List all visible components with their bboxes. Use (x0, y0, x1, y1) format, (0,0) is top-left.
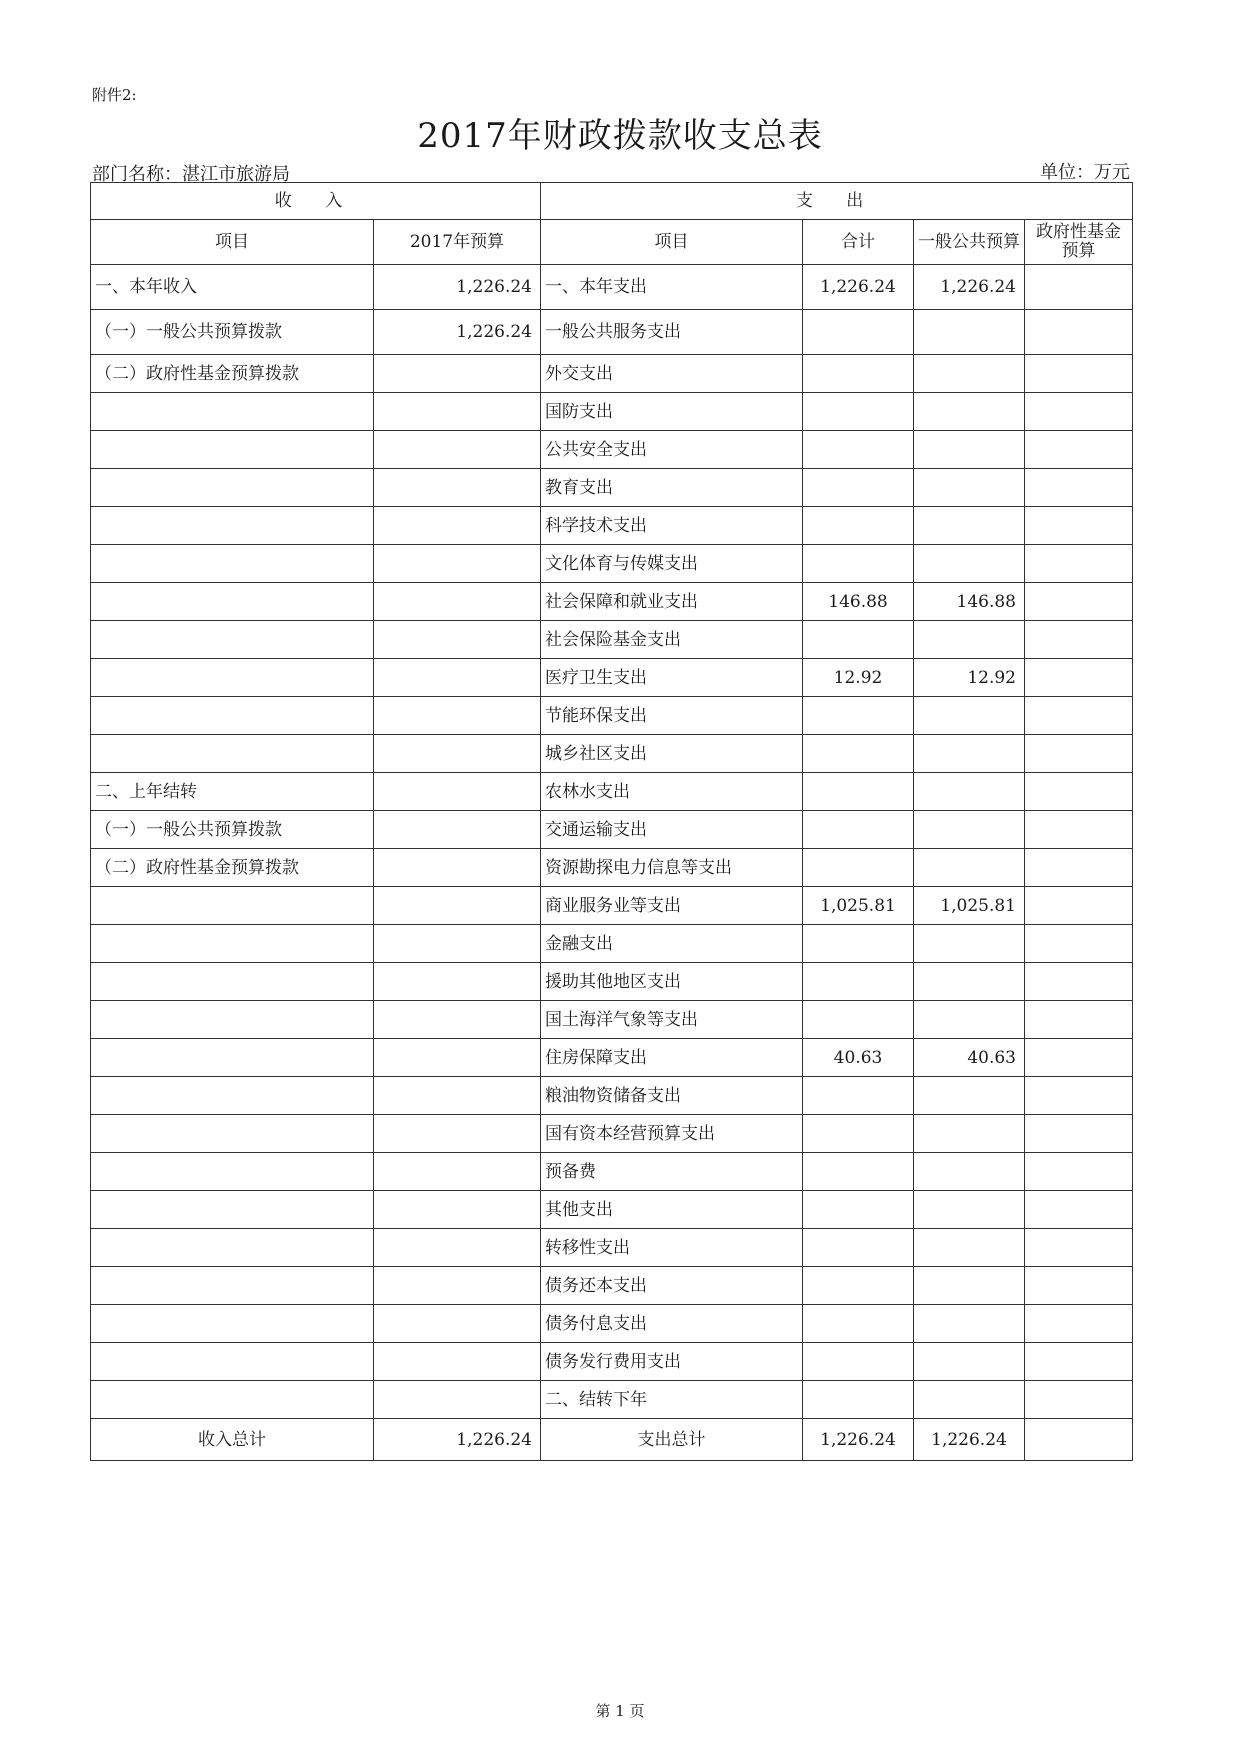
income-item-cell (91, 393, 374, 431)
expense-general-cell (914, 1229, 1025, 1267)
expense-fund-cell (1025, 697, 1133, 735)
expense-item-cell: 国防支出 (541, 393, 803, 431)
expense-item-cell: 预备费 (541, 1153, 803, 1191)
column-header-row (91, 220, 1133, 265)
table-row (91, 697, 1133, 735)
table-row (91, 773, 1133, 811)
expense-item-cell: 资源勘探电力信息等支出 (541, 849, 803, 887)
table-row (91, 469, 1133, 507)
table-row (91, 1001, 1133, 1039)
expense-general-cell (914, 1001, 1025, 1039)
expense-fund-cell (1025, 925, 1133, 963)
table-row (91, 1267, 1133, 1305)
income-item-cell (91, 925, 374, 963)
expense-total-cell (803, 1077, 914, 1115)
expense-total-cell: 40.63 (803, 1039, 914, 1077)
expense-general-cell (914, 310, 1025, 355)
income-item-cell (91, 1001, 374, 1039)
expense-total-cell: 1,025.81 (803, 887, 914, 925)
expense-general-cell (914, 1267, 1025, 1305)
expense-general-cell (914, 545, 1025, 583)
table-row (91, 431, 1133, 469)
income-value-cell (374, 583, 541, 621)
table-row (91, 1229, 1133, 1267)
expense-total-cell (803, 355, 914, 393)
income-value-cell (374, 811, 541, 849)
expense-general-cell: 1,226.24 (914, 265, 1025, 310)
attachment-label: 附件2: (92, 86, 137, 104)
expense-general-cell (914, 355, 1025, 393)
expense-total-cell (803, 1305, 914, 1343)
totals-row (91, 1419, 1133, 1461)
expense-item-cell: 交通运输支出 (541, 811, 803, 849)
expense-general-cell (914, 925, 1025, 963)
expense-item-cell: 一、本年支出 (541, 265, 803, 310)
table-row (91, 583, 1133, 621)
income-item-cell (91, 621, 374, 659)
expense-general-cell (914, 1077, 1025, 1115)
expense-fund-cell (1025, 1267, 1133, 1305)
income-item-cell (91, 1039, 374, 1077)
expense-total-cell (803, 1191, 914, 1229)
table-row (91, 735, 1133, 773)
expense-total-cell (803, 1115, 914, 1153)
page-number: 第 1 页 (595, 1702, 645, 1720)
table-row (91, 265, 1133, 310)
expense-item-cell: 文化体育与传媒支出 (541, 545, 803, 583)
expense-total-cell (803, 1229, 914, 1267)
expense-item-cell: 社会保障和就业支出 (541, 583, 803, 621)
expense-general-cell (914, 773, 1025, 811)
income-item-cell (91, 659, 374, 697)
income-value-cell (374, 735, 541, 773)
income-item-cell: 一、本年收入 (91, 265, 374, 310)
income-value-cell (374, 1039, 541, 1077)
expense-general-cell: 12.92 (914, 659, 1025, 697)
expense-total-cell (803, 310, 914, 355)
income-item-cell (91, 1305, 374, 1343)
expense-general-cell (914, 1153, 1025, 1191)
income-value-cell (374, 887, 541, 925)
income-item-cell (91, 1077, 374, 1115)
table-row (91, 925, 1133, 963)
expense-item-cell: 债务发行费用支出 (541, 1343, 803, 1381)
table-row (91, 1077, 1133, 1115)
expense-total-cell (803, 469, 914, 507)
expense-total-cell (803, 963, 914, 1001)
income-item-cell (91, 1381, 374, 1419)
expense-grand-total: 1,226.24 (803, 1419, 914, 1461)
income-value-cell (374, 963, 541, 1001)
expense-total-cell: 12.92 (803, 659, 914, 697)
expense-fund-cell (1025, 431, 1133, 469)
expense-item-cell: 国土海洋气象等支出 (541, 1001, 803, 1039)
expense-total-header: 合计 (803, 220, 914, 265)
income-value-cell: 1,226.24 (374, 265, 541, 310)
table-row (91, 887, 1133, 925)
income-item-cell (91, 887, 374, 925)
income-value-cell (374, 1267, 541, 1305)
expense-general-cell (914, 963, 1025, 1001)
table-row (91, 811, 1133, 849)
expense-item-cell: 一般公共服务支出 (541, 310, 803, 355)
table-row (91, 393, 1133, 431)
expense-item-cell: 债务还本支出 (541, 1267, 803, 1305)
income-item-cell (91, 545, 374, 583)
expense-fund-cell (1025, 735, 1133, 773)
expense-total-cell (803, 545, 914, 583)
income-value-cell (374, 697, 541, 735)
expense-fund-cell (1025, 1001, 1133, 1039)
expense-item-cell: 节能环保支出 (541, 697, 803, 735)
income-value-cell: 1,226.24 (374, 310, 541, 355)
expense-total-label: 支出总计 (541, 1419, 803, 1461)
table-row (91, 849, 1133, 887)
expense-item-cell: 债务付息支出 (541, 1305, 803, 1343)
expense-fund-cell (1025, 849, 1133, 887)
department-label: 部门名称：湛江市旅游局 (92, 164, 290, 185)
expense-item-cell: 援助其他地区支出 (541, 963, 803, 1001)
expense-total-cell (803, 697, 914, 735)
table-row (91, 1305, 1133, 1343)
table-row (91, 545, 1133, 583)
expense-fund-cell (1025, 1039, 1133, 1077)
income-value-cell (374, 393, 541, 431)
income-item-cell (91, 1343, 374, 1381)
income-value-cell (374, 925, 541, 963)
table-row (91, 963, 1133, 1001)
expense-fund-cell (1025, 545, 1133, 583)
expense-general-cell: 40.63 (914, 1039, 1025, 1077)
expense-general-cell (914, 507, 1025, 545)
expense-fund-cell (1025, 887, 1133, 925)
income-value-cell (374, 545, 541, 583)
expense-fund-cell (1025, 659, 1133, 697)
income-value-cell (374, 621, 541, 659)
income-item-cell: （二）政府性基金预算拨款 (91, 849, 374, 887)
income-value-cell (374, 773, 541, 811)
expense-general-header: 一般公共预算 (914, 220, 1025, 265)
income-item-cell (91, 697, 374, 735)
expense-total-cell (803, 393, 914, 431)
income-item-cell (91, 1115, 374, 1153)
income-item-cell (91, 1153, 374, 1191)
expense-item-cell: 科学技术支出 (541, 507, 803, 545)
income-item-cell (91, 583, 374, 621)
budget-table (90, 182, 1133, 1461)
table-row (91, 1191, 1133, 1229)
expense-item-cell: 住房保障支出 (541, 1039, 803, 1077)
expense-item-cell: 医疗卫生支出 (541, 659, 803, 697)
expense-general-cell (914, 735, 1025, 773)
expense-fund-cell (1025, 773, 1133, 811)
income-value-cell (374, 1229, 541, 1267)
expense-general-cell: 146.88 (914, 583, 1025, 621)
income-item-cell (91, 1229, 374, 1267)
income-item-cell (91, 1191, 374, 1229)
table-row (91, 1343, 1133, 1381)
expense-item-cell: 公共安全支出 (541, 431, 803, 469)
expense-general-cell (914, 1343, 1025, 1381)
income-budget-header: 2017年预算 (374, 220, 541, 265)
income-value-cell (374, 431, 541, 469)
expense-general-cell (914, 1115, 1025, 1153)
expense-general-cell (914, 697, 1025, 735)
expense-total-cell (803, 1381, 914, 1419)
expense-total-cell (803, 925, 914, 963)
expense-total-cell (803, 1267, 914, 1305)
expense-item-cell: 商业服务业等支出 (541, 887, 803, 925)
expense-general-cell (914, 849, 1025, 887)
table-row (91, 310, 1133, 355)
income-value-cell (374, 1115, 541, 1153)
expense-item-cell: 外交支出 (541, 355, 803, 393)
income-item-cell: （一）一般公共预算拨款 (91, 310, 374, 355)
section-header-row (91, 183, 1133, 220)
document-title: 2017年财政拨款收支总表 (417, 116, 823, 156)
expense-total-cell (803, 735, 914, 773)
expense-fund-cell (1025, 963, 1133, 1001)
income-item-header: 项目 (91, 220, 374, 265)
income-item-cell (91, 507, 374, 545)
expense-item-cell: 城乡社区支出 (541, 735, 803, 773)
income-item-cell: （二）政府性基金预算拨款 (91, 355, 374, 393)
income-total-label: 收入总计 (91, 1419, 374, 1461)
expense-item-cell: 社会保险基金支出 (541, 621, 803, 659)
expense-fund-cell (1025, 1153, 1133, 1191)
expense-fund-cell (1025, 393, 1133, 431)
expense-section-header: 支 出 (541, 183, 1133, 220)
income-value-cell (374, 1001, 541, 1039)
income-value-cell (374, 469, 541, 507)
expense-total-cell (803, 811, 914, 849)
income-item-cell (91, 735, 374, 773)
income-value-cell (374, 355, 541, 393)
table-row (91, 1153, 1133, 1191)
expense-total-cell: 146.88 (803, 583, 914, 621)
expense-item-cell: 其他支出 (541, 1191, 803, 1229)
expense-general-cell (914, 811, 1025, 849)
expense-fund-cell (1025, 1115, 1133, 1153)
expense-fund-cell (1025, 507, 1133, 545)
income-value-cell (374, 507, 541, 545)
expense-general-cell (914, 469, 1025, 507)
income-item-cell (91, 431, 374, 469)
expense-fund-header: 政府性基金预算 (1025, 220, 1133, 265)
income-item-cell (91, 1267, 374, 1305)
income-value-cell (374, 849, 541, 887)
expense-general-cell (914, 1381, 1025, 1419)
expense-fund-cell (1025, 265, 1133, 310)
expense-total-cell (803, 849, 914, 887)
expense-total-cell (803, 1153, 914, 1191)
income-value-cell (374, 1153, 541, 1191)
income-value-cell (374, 1343, 541, 1381)
expense-general-cell: 1,025.81 (914, 887, 1025, 925)
expense-fund-cell (1025, 310, 1133, 355)
expense-item-cell: 国有资本经营预算支出 (541, 1115, 803, 1153)
table-row (91, 1381, 1133, 1419)
expense-general-cell (914, 621, 1025, 659)
expense-fund-cell (1025, 583, 1133, 621)
table-row (91, 659, 1133, 697)
income-value-cell (374, 1077, 541, 1115)
income-section-header: 收 入 (91, 183, 541, 220)
expense-fund-cell (1025, 811, 1133, 849)
expense-total-cell (803, 773, 914, 811)
expense-item-cell: 教育支出 (541, 469, 803, 507)
income-value-cell (374, 1191, 541, 1229)
expense-total-cell (803, 621, 914, 659)
expense-fund-cell (1025, 1381, 1133, 1419)
income-value-cell (374, 1381, 541, 1419)
expense-fund-cell (1025, 621, 1133, 659)
expense-general-total: 1,226.24 (914, 1419, 1025, 1461)
expense-item-header: 项目 (541, 220, 803, 265)
table-row (91, 507, 1133, 545)
expense-general-cell (914, 393, 1025, 431)
income-item-cell (91, 963, 374, 1001)
table-row (91, 1039, 1133, 1077)
table-row (91, 1115, 1133, 1153)
income-item-cell: （一）一般公共预算拨款 (91, 811, 374, 849)
expense-general-cell (914, 431, 1025, 469)
expense-fund-cell (1025, 1305, 1133, 1343)
expense-fund-cell (1025, 1077, 1133, 1115)
expense-fund-cell (1025, 1343, 1133, 1381)
expense-fund-cell (1025, 1191, 1133, 1229)
expense-total-cell (803, 1001, 914, 1039)
expense-total-cell: 1,226.24 (803, 265, 914, 310)
expense-general-cell (914, 1305, 1025, 1343)
expense-item-cell: 粮油物资储备支出 (541, 1077, 803, 1115)
expense-fund-total (1025, 1419, 1133, 1461)
table-row (91, 621, 1133, 659)
expense-item-cell: 二、结转下年 (541, 1381, 803, 1419)
income-value-cell (374, 659, 541, 697)
income-value-cell (374, 1305, 541, 1343)
expense-item-cell: 金融支出 (541, 925, 803, 963)
expense-fund-cell (1025, 355, 1133, 393)
unit-label: 单位：万元 (1040, 162, 1130, 183)
income-total-value: 1,226.24 (374, 1419, 541, 1461)
expense-general-cell (914, 1191, 1025, 1229)
expense-item-cell: 农林水支出 (541, 773, 803, 811)
expense-fund-cell (1025, 1229, 1133, 1267)
table-row (91, 355, 1133, 393)
income-item-cell: 二、上年结转 (91, 773, 374, 811)
expense-fund-cell (1025, 469, 1133, 507)
expense-total-cell (803, 431, 914, 469)
expense-item-cell: 转移性支出 (541, 1229, 803, 1267)
expense-total-cell (803, 1343, 914, 1381)
expense-total-cell (803, 507, 914, 545)
income-item-cell (91, 469, 374, 507)
